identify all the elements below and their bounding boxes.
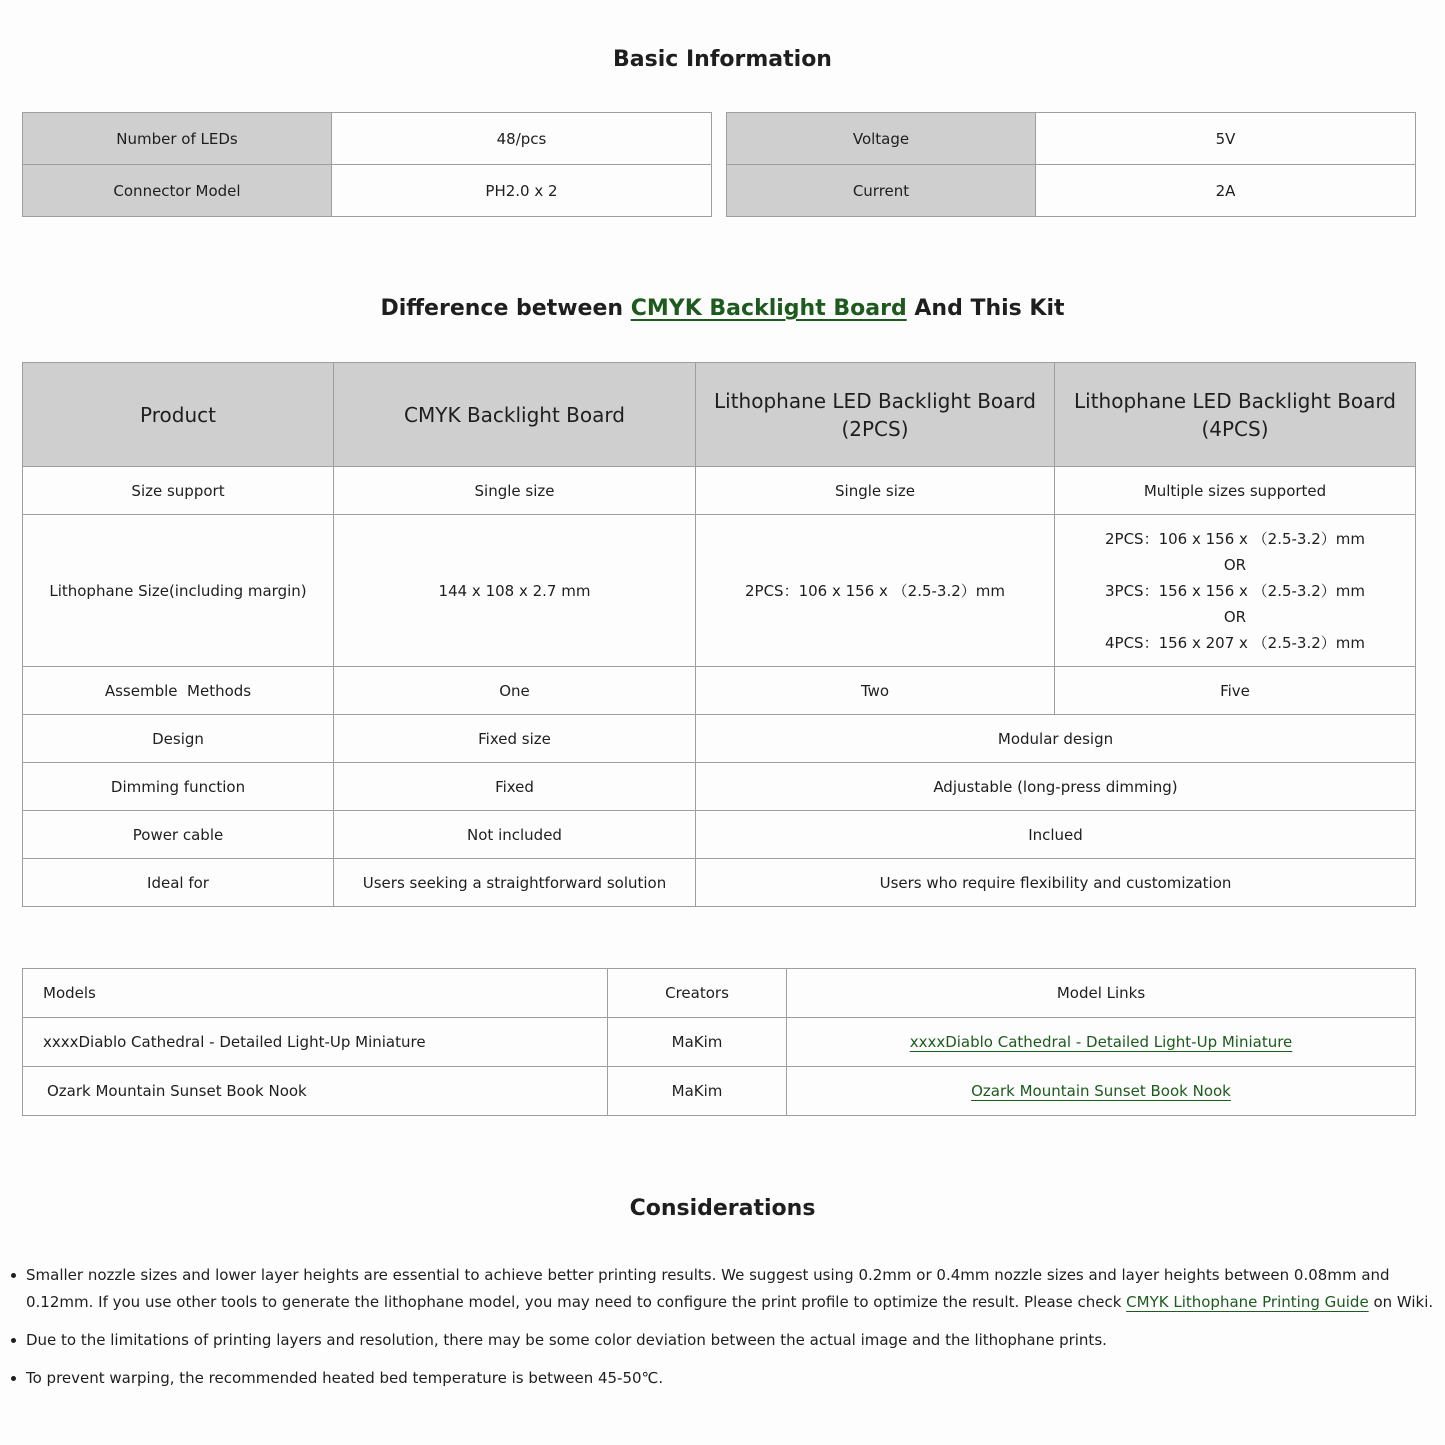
consideration-text: To prevent warping, the recommended heated bed temperature is between 45-50℃. — [26, 1369, 664, 1387]
spec-value: 48/pcs — [332, 113, 712, 165]
model-link-cell — [787, 1018, 1416, 1067]
model-link[interactable]: xxxxDiablo Cathedral - Detailed Light-Up Miniature — [909, 1033, 1293, 1051]
model-link-cell — [787, 1067, 1416, 1116]
list-item — [26, 1327, 1436, 1354]
column-header: Lithophane LED Backlight Board (4PCS) — [1055, 363, 1416, 467]
table-cell: Inclued — [696, 811, 1416, 859]
consideration-text: Smaller nozzle sizes and lower layer heights are essential to achieve better printing results. We suggest using 0.2mm or 0.4mm nozzle sizes and layer heights between 0.08mm and 0.12mm. If you use other tools to generate the lithophane model, you may need to configure the print profile to optimize the result. Please check — [26, 1266, 1390, 1311]
model-creator: MaKim — [608, 1067, 787, 1116]
table-cell: Not included — [334, 811, 696, 859]
spec-value: 2A — [1036, 165, 1416, 217]
row-label: Ideal for — [23, 859, 334, 907]
difference-title-suffix: And This Kit — [914, 296, 1065, 321]
spec-value: 5V — [1036, 113, 1416, 165]
table-cell — [1055, 515, 1416, 667]
size-option: 4PCS：156 x 207 x （2.5-3.2）mm — [1104, 633, 1366, 652]
column-header: Lithophane LED Backlight Board (2PCS) — [696, 363, 1055, 467]
column-header: Product — [23, 363, 334, 467]
table-cell: Single size — [696, 467, 1055, 515]
row-label: Dimming function — [23, 763, 334, 811]
table-cell: Five — [1055, 667, 1416, 715]
size-or: OR — [1223, 555, 1247, 574]
list-item — [26, 1262, 1436, 1316]
column-header: CMYK Backlight Board — [334, 363, 696, 467]
table-cell: Users who require flexibility and customization — [696, 859, 1416, 907]
table-header-row — [23, 969, 1416, 1018]
printing-guide-link[interactable]: CMYK Lithophane Printing Guide — [1126, 1293, 1369, 1311]
table-row — [23, 715, 1416, 763]
model-name: xxxxDiablo Cathedral - Detailed Light-Up Miniature — [23, 1018, 608, 1067]
column-header: Model Links — [787, 969, 1416, 1018]
table-row — [23, 165, 712, 217]
comparison-table — [22, 362, 1416, 907]
consideration-text-suffix: on Wiki. — [1368, 1293, 1434, 1311]
table-cell: Single size — [334, 467, 696, 515]
row-label: Design — [23, 715, 334, 763]
row-label: Size support — [23, 467, 334, 515]
spec-label: Number of LEDs — [23, 113, 332, 165]
model-name: Ozark Mountain Sunset Book Nook — [23, 1067, 608, 1116]
row-label: Lithophane Size(including margin) — [23, 515, 334, 667]
table-row — [23, 1018, 1416, 1067]
spec-label: Voltage — [727, 113, 1036, 165]
spec-label: Connector Model — [23, 165, 332, 217]
table-row — [23, 859, 1416, 907]
table-cell: Multiple sizes supported — [1055, 467, 1416, 515]
table-cell: Modular design — [696, 715, 1416, 763]
size-option: 2PCS：106 x 156 x （2.5-3.2）mm — [1104, 529, 1366, 548]
row-label: Assemble Methods — [23, 667, 334, 715]
table-cell: One — [334, 667, 696, 715]
table-row — [727, 113, 1416, 165]
table-cell: Users seeking a straightforward solution — [334, 859, 696, 907]
table-cell: Two — [696, 667, 1055, 715]
table-row — [727, 165, 1416, 217]
table-row — [23, 667, 1416, 715]
table-row — [23, 467, 1416, 515]
model-link[interactable]: Ozark Mountain Sunset Book Nook — [971, 1082, 1231, 1100]
list-item — [26, 1365, 1436, 1392]
table-header-row — [23, 363, 1416, 467]
models-table — [22, 968, 1416, 1116]
consideration-text: Due to the limitations of printing layers and resolution, there may be some color deviation between the actual image and the lithophane prints. — [26, 1331, 1107, 1349]
considerations-title: Considerations — [629, 1196, 816, 1221]
row-label: Power cable — [23, 811, 334, 859]
size-or: OR — [1223, 607, 1247, 626]
table-cell: Adjustable (long-press dimming) — [696, 763, 1416, 811]
table-cell: 2PCS：106 x 156 x （2.5-3.2）mm — [696, 515, 1055, 667]
table-cell: Fixed size — [334, 715, 696, 763]
model-creator: MaKim — [608, 1018, 787, 1067]
table-cell: 144 x 108 x 2.7 mm — [334, 515, 696, 667]
spec-value: PH2.0 x 2 — [332, 165, 712, 217]
cmyk-backlight-board-link[interactable]: CMYK Backlight Board — [630, 296, 907, 321]
size-option: 3PCS：156 x 156 x （2.5-3.2）mm — [1104, 581, 1366, 600]
table-row — [23, 763, 1416, 811]
table-row — [23, 515, 1416, 667]
considerations-list — [26, 1262, 1436, 1403]
table-row — [23, 1067, 1416, 1116]
table-row — [23, 113, 712, 165]
difference-title — [0, 296, 1445, 321]
basic-info-table-left — [22, 112, 712, 217]
basic-info-table-right — [726, 112, 1416, 217]
difference-title-prefix: Difference between — [380, 296, 624, 321]
table-cell: Fixed — [334, 763, 696, 811]
basic-info-title: Basic Information — [613, 47, 832, 72]
table-row — [23, 811, 1416, 859]
spec-label: Current — [727, 165, 1036, 217]
column-header: Creators — [608, 969, 787, 1018]
column-header: Models — [23, 969, 608, 1018]
